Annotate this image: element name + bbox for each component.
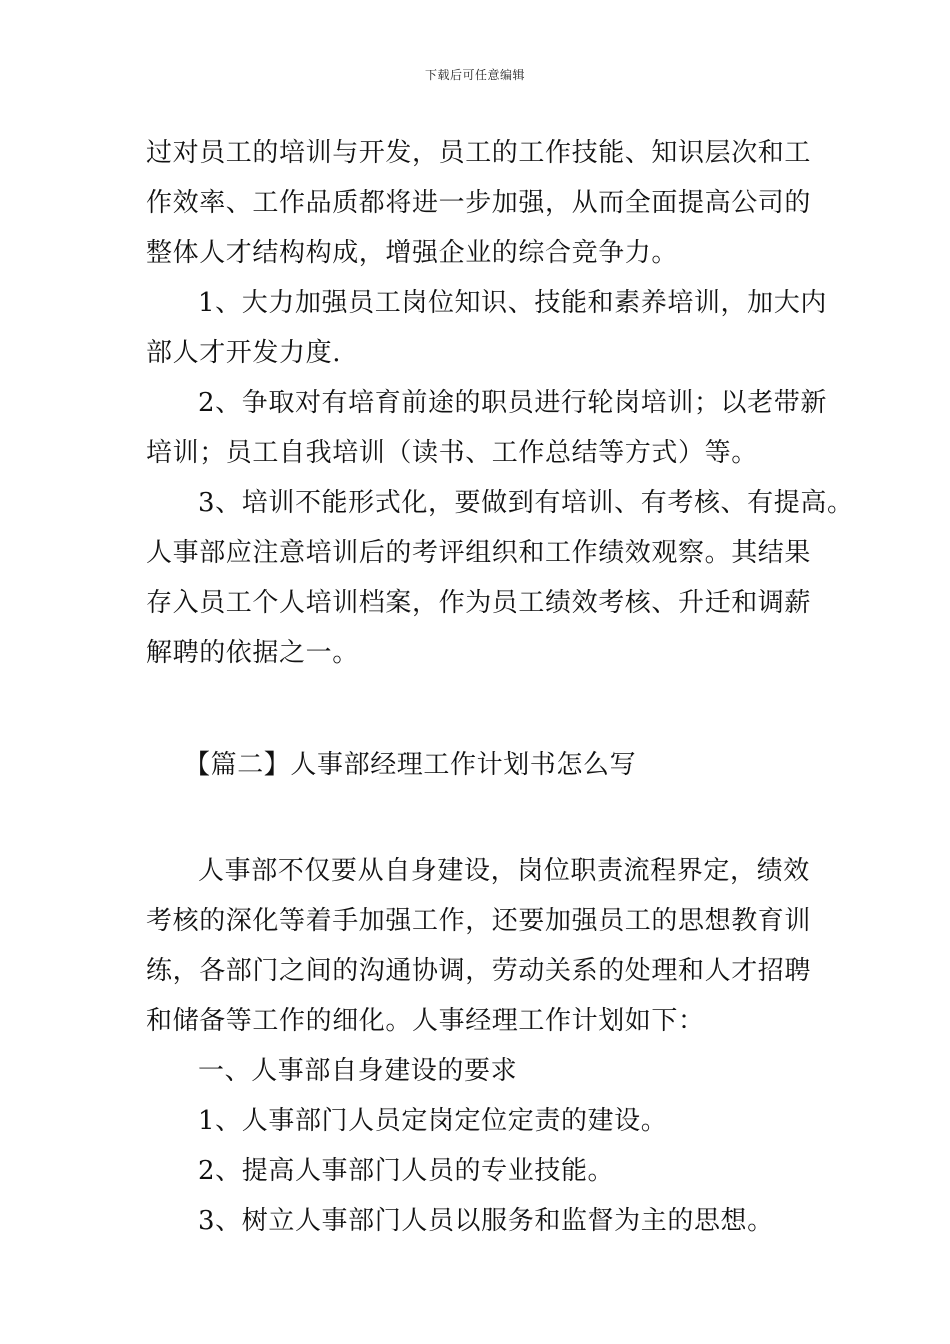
text-line: 人事部应注意培训后的考评组织和工作绩效观察。其结果: [146, 538, 812, 568]
paragraph-training-overview: [146, 128, 814, 278]
text-line: 过对员工的培训与开发，员工的工作技能、知识层次和工: [146, 138, 812, 168]
text-line: 考核的深化等着手加强工作，还要加强员工的思想教育训: [146, 906, 812, 936]
list-item: 3、树立人事部门人员以服务和监督为主的思想。: [198, 1206, 774, 1236]
text-line: 作效率、工作品质都将进一步加强，从而全面提高公司的: [146, 188, 812, 218]
text-line: 整体人才结构构成，增强企业的综合竞争力。: [146, 238, 679, 268]
document-body: [146, 128, 854, 1246]
text-line: 3、培训不能形式化，要做到有培训、有考核、有提高。: [198, 488, 854, 518]
text-line: 解聘的依据之一。: [146, 638, 359, 668]
list-item: 1、人事部门人员定岗定位定责的建设。: [198, 1106, 668, 1136]
section-title: 【篇二】人事部经理工作计划书怎么写: [184, 750, 637, 780]
text-line: 人事部不仅要从自身建设，岗位职责流程界定，绩效: [198, 856, 810, 886]
spacer: [146, 790, 814, 846]
text-line: 和储备等工作的细化。人事经理工作计划如下：: [146, 1006, 705, 1036]
spacer: [146, 678, 814, 740]
subheading: 一、人事部自身建设的要求: [198, 1056, 518, 1086]
page-header-note: 下载后可任意编辑: [424, 68, 525, 82]
text-line: 练，各部门之间的沟通协调，劳动关系的处理和人才招聘: [146, 956, 812, 986]
text-line: 1、大力加强员工岗位知识、技能和素养培训，加大内: [198, 288, 827, 318]
text-line: 2、争取对有培育前途的职员进行轮岗培训；以老带新: [198, 388, 827, 418]
list-section2-points: [146, 1096, 814, 1246]
list-item: 2、提高人事部门人员的专业技能。: [198, 1156, 615, 1186]
paragraph-item-2: [146, 378, 827, 478]
text-line: 培训；员工自我培训（读书、工作总结等方式）等。: [146, 438, 758, 468]
paragraph-section2-intro: [146, 846, 814, 1046]
paragraph-item-3: [146, 478, 854, 678]
text-line: 存入员工个人培训档案，作为员工绩效考核、升迁和调薪: [146, 588, 812, 618]
paragraph-item-1: [146, 278, 827, 378]
text-line: 部人才开发力度.: [146, 338, 342, 368]
